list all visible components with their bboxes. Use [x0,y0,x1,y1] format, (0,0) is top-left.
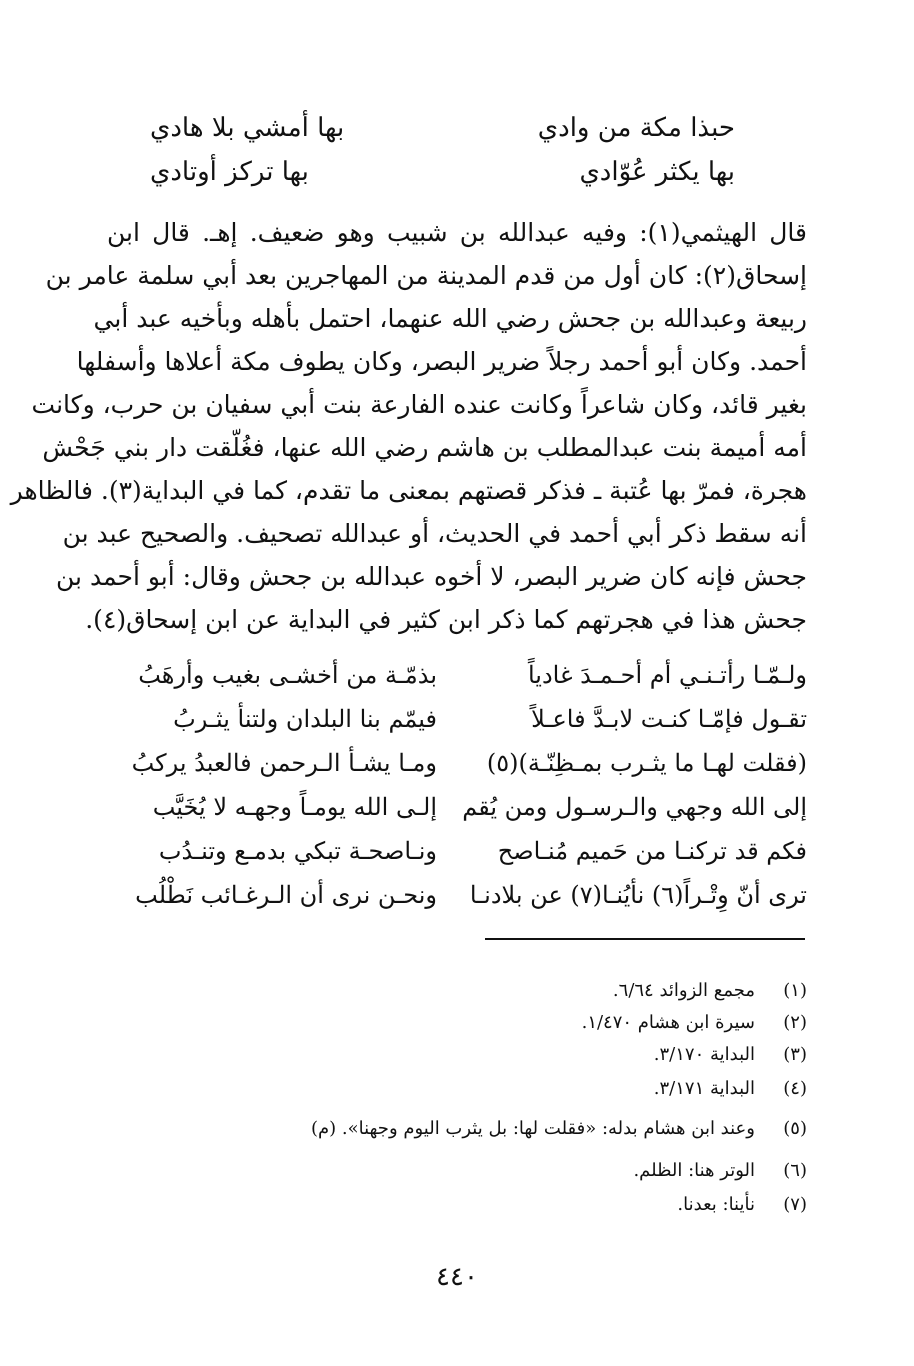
paragraph-line: ربيعة وعبدالله بن جحش رضي الله عنهما، احتمل بأهله وبأخيه عبد أبي [93,304,807,333]
footnote-number: (٢) [783,1012,807,1033]
paragraph-line: أنه سقط ذكر أبي أحمد في الحديث، أو عبدالله تصحيف. والصحيح عبد بن [62,519,807,548]
poem-first-hemistich: ولـمّـا رأتـنـي أم أحـمـدَ غادياً [527,661,807,689]
footnote [582,1010,807,1036]
poem-first-hemistich: فكم قد تركنـا من حَميم مُنـاصح [497,837,807,865]
poem-verse [107,831,807,875]
verse-line [150,152,735,198]
footnote-text: سيرة ابن هشام ١/٤٧٠. [581,1012,755,1033]
paragraph-line: إسحاق(٢): كان أول من قدم المدينة من المهاجرين بعد أبي سلمة عامر بن [45,261,807,290]
poem-first-hemistich: ترى أنّ وِتْـراً(٦) نأيُنـا(٧) عن بلادنـا [469,881,807,909]
footnote [633,1158,807,1184]
footnote-text: نأينا: بعدنا. [677,1194,755,1215]
footnote-text: البداية ٣/١٧٠. [653,1044,755,1065]
poem-second-hemistich: ونـاصحـة تبكي بدمـع وتنـدُب [158,837,437,865]
poem-second-hemistich: بذمّـة من أخشـى بغيب وأرهَبُ [138,661,437,689]
footnote-text: البداية ٣/١٧١. [653,1078,755,1099]
poem-verse [107,743,807,787]
footnote-text: وعند ابن هشام بدله: «فقلت لها: بل يثرب اليوم وجهنا». (م) [310,1118,755,1139]
poem-second-hemistich: إلـى الله يومـاً وجهـه لا يُخَيَّب [152,793,437,821]
footnote [654,1076,807,1102]
poem-second-hemistich: ومـا يشـأ الـرحمن فالعبدُ يركبُ [131,749,437,777]
paragraph-line: جحش هذا في هجرتهم كما ذكر ابن كثير في البداية عن ابن إسحاق(٤). [85,605,807,634]
poem-first-hemistich: (فقلت لهـا ما يثـرب بمـظِنّـة)(٥) [486,749,807,777]
paragraph-line: أمه أميمة بنت عبدالمطلب بن هاشم رضي الله عنها، فغُلّقت دار بني جَحْش [42,433,807,462]
verse-first-hemistich: بها يكثر عُوّادي [579,157,735,187]
footnote-number: (٣) [783,1044,807,1065]
poem-first-hemistich: إلى الله وجهي والـرسـول ومن يُقم [462,793,807,821]
footnote [613,978,807,1004]
verse-line [150,108,735,154]
poem-verse [107,787,807,831]
verse-first-hemistich: حبذا مكة من وادي [537,113,735,143]
footnote [311,1116,807,1142]
poem-second-hemistich: ونحـن نرى أن الـرغـائب نَطْلُب [135,881,437,909]
footnote-number: (٦) [783,1160,807,1181]
poem-first-hemistich: تقـول فإمّـا كنـت لابـدَّ فاعـلاً [531,705,807,733]
footnote-separator [485,938,805,940]
footnote [654,1042,807,1068]
poem-verse [107,875,807,919]
verse-second-hemistich: بها تركز أوتادي [150,157,309,187]
paragraph-line: هجرة، فمرّ بها عُتبة ـ فذكر قصتهم بمعنى ما تقدم، كما في البداية(٣). فالظاهر [10,476,807,505]
footnote-number: (٧) [783,1194,807,1215]
footnote-number: (٥) [783,1118,807,1139]
footnote-number: (١) [783,980,807,1001]
footnote-number: (٤) [783,1078,807,1099]
footnote-text: الوتر هنا: الظلم. [633,1160,755,1181]
paragraph-line: جحش فإنه كان ضرير البصر، لا أخوه عبدالله بن جحش وقال: أبو أحمد بن [56,562,807,591]
poem-second-hemistich: فيمّم بنا البلدان ولتنأ يثـربُ [173,705,437,733]
poem-verse [107,655,807,699]
paragraph-line: بغير قائد، وكان شاعراً وكانت عنده الفارعة بنت أبي سفيان بن حرب، وكانت [31,390,807,419]
footnote [677,1192,807,1218]
page-number: ٤٤٠ [436,1262,478,1292]
poem-verse [107,699,807,743]
footnote-text: مجمع الزوائد ٦/٦٤. [612,980,755,1001]
verse-second-hemistich: بها أمشي بلا هادي [150,113,345,143]
paragraph-line: قال الهيثمي(١): وفيه عبدالله بن شبيب وهو ضعيف. إهـ. قال ابن [107,218,807,247]
paragraph-line: أحمد. وكان أبو أحمد رجلاً ضرير البصر، وكان يطوف مكة أعلاها وأسفلها [76,347,807,376]
